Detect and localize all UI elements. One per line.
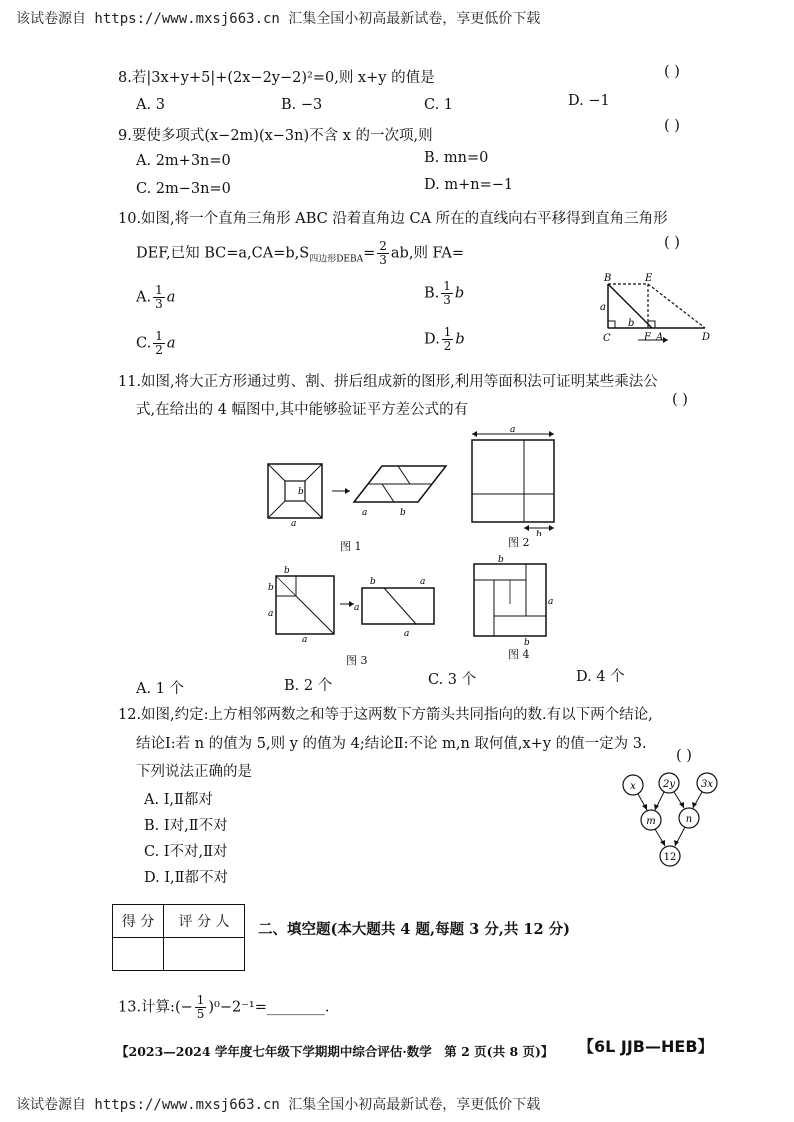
q10-option-b-label: B. xyxy=(424,285,440,302)
score-header: 得 分 xyxy=(113,905,164,938)
q10-stem-line2 xyxy=(136,240,464,267)
q10-answer-paren: ( ) xyxy=(664,235,680,251)
q10-option-a xyxy=(136,284,175,311)
q10-option-c-den: 2 xyxy=(155,343,163,357)
q10-option-a-frac xyxy=(153,284,165,311)
q12-stem-line3: 下列说法正确的是 xyxy=(136,764,252,780)
q11-option-c: C. 3 个 xyxy=(428,672,477,688)
q9-option-b: B. mn=0 xyxy=(424,150,489,166)
q9-option-d: D. m+n=−1 xyxy=(424,177,514,193)
q9-option-c: C. 2m−3n=0 xyxy=(136,181,231,197)
q8-stem: 8.若|3x+y+5|+(2x−2y−2)²=0,则 x+y 的值是 xyxy=(118,70,435,86)
q10-area-subscript: 四边形DEBA xyxy=(309,254,364,265)
q12-node-12: 12 xyxy=(663,852,677,863)
q8-option-c: C. 1 xyxy=(424,97,454,113)
q10-option-b-num: 1 xyxy=(443,279,451,293)
q8-option-b: B. −3 xyxy=(281,97,323,113)
q10-label-a: a xyxy=(600,302,606,313)
q12-node-x: x xyxy=(630,781,636,792)
q11-figure-3 xyxy=(266,566,446,642)
q10-option-c-label: C. xyxy=(136,335,152,352)
q10-option-c-var: a xyxy=(166,335,176,352)
q11-fig3-label-a: a xyxy=(268,609,274,619)
q10-option-a-num: 1 xyxy=(155,283,163,297)
q11-fig4-caption: 图 4 xyxy=(508,648,530,661)
q11-stem-line1: 11.如图,将大正方形通过剪、割、拼后组成新的图形,利用等面积法可证明某些乘法公 xyxy=(118,374,658,390)
q10-label-B: B xyxy=(604,273,612,284)
q11-fig1-caption: 图 1 xyxy=(340,540,362,553)
q11-fig3-caption: 图 3 xyxy=(346,654,368,667)
q11-fig4-label-a: a xyxy=(548,597,554,607)
q13-suffix: )⁰−2⁻¹= xyxy=(208,999,267,1016)
q11-option-d: D. 4 个 xyxy=(576,669,625,685)
q13-frac-numerator: 1 xyxy=(196,993,205,1007)
q10-option-a-den: 3 xyxy=(155,297,163,311)
section2-title: 二、填空题(本大题共 4 题,每题 3 分,共 12 分) xyxy=(258,921,570,938)
q10-stem-line1: 10.如图,将一个直角三角形 ABC 沿着直角边 CA 所在的直线向右平移得到直角三角形 xyxy=(118,211,668,227)
grader-header: 评 分 人 xyxy=(164,905,245,938)
q12-node-3x: 3x xyxy=(700,779,714,790)
q11-fig1-label-a: a xyxy=(291,519,297,529)
q10-option-d-den: 2 xyxy=(443,339,452,353)
q12-option-b: B. Ⅰ对,Ⅱ不对 xyxy=(144,818,228,834)
footer-text: 【2023—2024 学年度七年级下学期期中综合评估·数学 第 2 页(共 8 页)】 xyxy=(116,1044,554,1059)
q13-line xyxy=(118,994,329,1021)
q8-option-d: D. −1 xyxy=(568,93,610,109)
q11-figure-2 xyxy=(466,424,562,536)
q10-option-b-frac xyxy=(441,280,453,307)
watermark-bottom: 该试卷源自 https://www.mxsj663.cn 汇集全国小初高最新试卷，享更低价下载 xyxy=(16,1097,541,1113)
score-table xyxy=(112,904,245,971)
q9-option-a: A. 2m+3n=0 xyxy=(136,153,231,169)
q10-option-d xyxy=(424,326,465,353)
q13-frac-denominator: 5 xyxy=(196,1007,205,1021)
q10-option-c-frac xyxy=(153,330,165,357)
q11-fig1-label-b2: b xyxy=(400,508,406,518)
q10-option-b-den: 3 xyxy=(443,293,451,307)
q10-option-b xyxy=(424,280,464,307)
q11-fig2-label-b: b xyxy=(536,530,542,536)
q10-stem-part-a: DEF,已知 BC=a,CA=b,S xyxy=(136,245,310,262)
q11-fig3-label-a2: a xyxy=(302,635,308,642)
q12-stem-line1: 12.如图,约定:上方相邻两数之和等于这两数下方箭头共同指向的数.有以下两个结论, xyxy=(118,707,653,723)
q11-fig3-label-b2: b xyxy=(268,583,274,593)
q13-answer-blank: ________. xyxy=(266,999,330,1016)
q10-triangle-figure xyxy=(590,270,720,350)
q11-figure-1 xyxy=(262,460,452,530)
q10-option-a-label: A. xyxy=(136,289,152,306)
q12-stem-line2: 结论Ⅰ:若 n 的值为 5,则 y 的值为 4;结论Ⅱ:不论 m,n 取何值,x+y 的值一定为 3. xyxy=(136,736,647,752)
q12-node-2y: 2y xyxy=(662,779,676,790)
q12-option-c: C. Ⅰ不对,Ⅱ对 xyxy=(144,844,228,860)
q10-label-A: A xyxy=(656,332,664,343)
q11-fig1-label-a2: a xyxy=(362,508,368,518)
q8-option-a: A. 3 xyxy=(136,97,165,113)
q11-stem-line2: 式,在给出的 4 幅图中,其中能够验证平方差公式的有 xyxy=(136,402,469,418)
q8-answer-paren: ( ) xyxy=(664,64,680,80)
footer-code: 【6L JJB—HEB】 xyxy=(578,1037,714,1056)
q11-fig1-label-b: b xyxy=(298,487,304,497)
q13-fraction xyxy=(195,994,207,1021)
q10-label-b: b xyxy=(628,318,635,329)
q10-label-F: F xyxy=(644,332,651,343)
q10-option-d-label: D. xyxy=(424,331,440,348)
q10-label-C: C xyxy=(603,333,611,344)
q10-option-d-frac xyxy=(442,326,454,353)
q11-fig3-label-a3: a xyxy=(420,577,426,587)
q10-label-D: D xyxy=(702,332,711,343)
watermark-top: 该试卷源自 https://www.mxsj663.cn 汇集全国小初高最新试卷，享更低价下载 xyxy=(16,11,541,27)
q12-option-d: D. Ⅰ,Ⅱ都不对 xyxy=(144,870,229,886)
q9-stem: 9.要使多项式(x−2m)(x−3n)不含 x 的一次项,则 xyxy=(118,128,433,144)
q10-option-c-num: 1 xyxy=(155,329,163,343)
score-cell xyxy=(113,938,164,971)
q10-option-d-num: 1 xyxy=(443,325,452,339)
q12-arrow-diagram xyxy=(610,768,728,872)
q9-answer-paren: ( ) xyxy=(664,118,680,134)
q10-stem-part-b: = xyxy=(363,245,376,262)
q12-option-a: A. Ⅰ,Ⅱ都对 xyxy=(144,792,213,808)
q11-fig4-label-b2: b xyxy=(524,638,530,646)
q12-node-m: m xyxy=(646,816,656,827)
q11-fig3-label-b3: b xyxy=(370,577,376,587)
q11-fig3-label-a5: a xyxy=(404,629,410,639)
q12-answer-paren: ( ) xyxy=(676,748,692,764)
q10-option-b-var: b xyxy=(454,285,465,302)
grader-cell xyxy=(164,938,245,971)
q11-fig2-caption: 图 2 xyxy=(508,536,530,549)
q11-option-a: A. 1 个 xyxy=(136,681,185,697)
q10-frac-numerator: 2 xyxy=(379,239,387,253)
q11-figure-4 xyxy=(464,554,554,646)
q10-option-c xyxy=(136,330,175,357)
q11-fig3-label-b: b xyxy=(284,566,290,576)
q11-option-b: B. 2 个 xyxy=(284,678,333,694)
q10-label-E: E xyxy=(645,273,653,284)
q10-option-d-var: b xyxy=(455,331,465,348)
q10-frac-denominator: 3 xyxy=(379,253,387,267)
q10-fraction xyxy=(377,240,389,267)
q11-fig3-label-a4: a xyxy=(354,603,360,613)
q10-option-a-var: a xyxy=(166,289,176,306)
q11-fig4-label-b: b xyxy=(498,555,504,565)
q10-stem-part-c: ab,则 FA= xyxy=(390,245,464,262)
q13-prefix: 13.计算:(− xyxy=(118,999,193,1016)
q12-node-n: n xyxy=(685,814,693,825)
q11-fig2-label-a: a xyxy=(510,425,516,435)
q11-answer-paren: ( ) xyxy=(672,392,688,408)
